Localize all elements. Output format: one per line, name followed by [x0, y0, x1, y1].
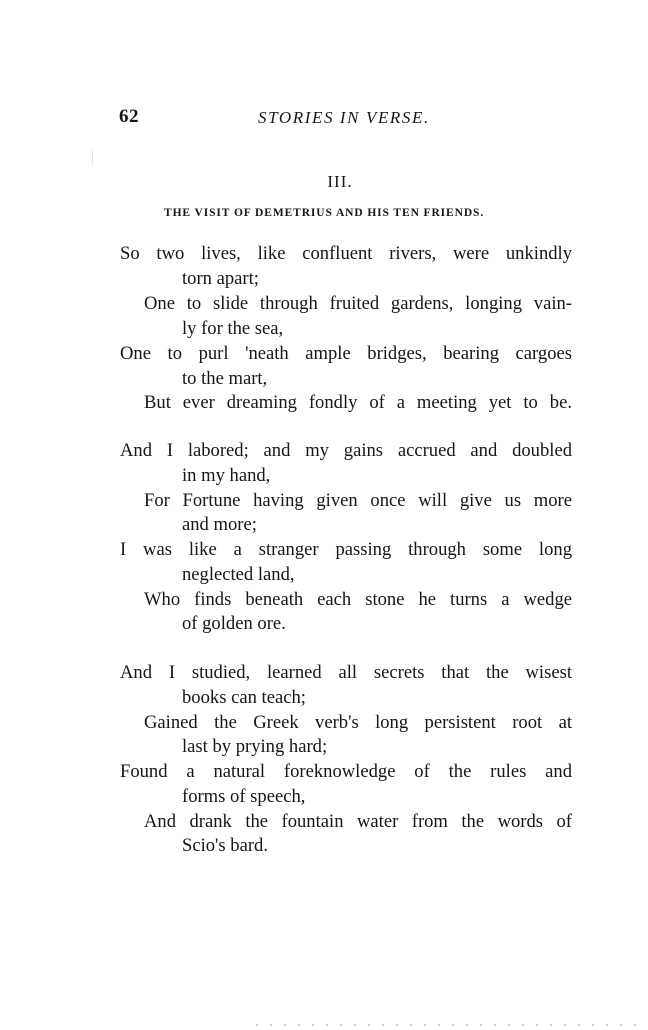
- verse-line: books can teach;: [182, 687, 306, 708]
- verse-line: torn apart;: [182, 268, 259, 289]
- verse-line: I was like a stranger passing through some long: [120, 539, 572, 560]
- running-head: STORIES IN VERSE.: [258, 108, 430, 127]
- scan-artifact-dots: [250, 1024, 640, 1026]
- margin-mark: [92, 150, 93, 164]
- verse-line: last by prying hard;: [182, 736, 328, 757]
- verse-line: For Fortune having given once will give us more: [144, 490, 572, 511]
- section-numeral: III.: [327, 172, 353, 191]
- verse-line: And I labored; and my gains accrued and doubled: [120, 440, 572, 461]
- verse-line: One to purl 'neath ample bridges, bearing cargoes: [120, 343, 572, 364]
- verse-line: neglected land,: [182, 564, 295, 585]
- verse-line: So two lives, like confluent rivers, were unkindly: [120, 243, 572, 264]
- verse-line: But ever dreaming fondly of a meeting yet to be.: [144, 392, 572, 413]
- verse-line: and more;: [182, 514, 257, 535]
- verse-line: And I studied, learned all secrets that the wisest: [120, 662, 572, 683]
- verse-line: Who finds beneath each stone he turns a wedge: [144, 589, 572, 610]
- verse-line: Scio's bard.: [182, 835, 268, 856]
- verse-line: to the mart,: [182, 368, 268, 389]
- page-number: 62: [119, 106, 139, 127]
- verse-line: One to slide through fruited gardens, longing vain-: [144, 293, 572, 314]
- verse-line: Gained the Greek verb's long persistent root at: [144, 712, 572, 733]
- verse-line: ly for the sea,: [182, 318, 284, 339]
- verse-line: Found a natural foreknowledge of the rules and: [120, 761, 572, 782]
- verse-line: of golden ore.: [182, 613, 286, 634]
- verse-line: forms of speech,: [182, 786, 306, 807]
- verse-line: And drank the fountain water from the words of: [144, 811, 572, 832]
- section-title: THE VISIT OF DEMETRIUS AND HIS TEN FRIENDS.: [164, 207, 485, 219]
- verse-line: in my hand,: [182, 465, 271, 486]
